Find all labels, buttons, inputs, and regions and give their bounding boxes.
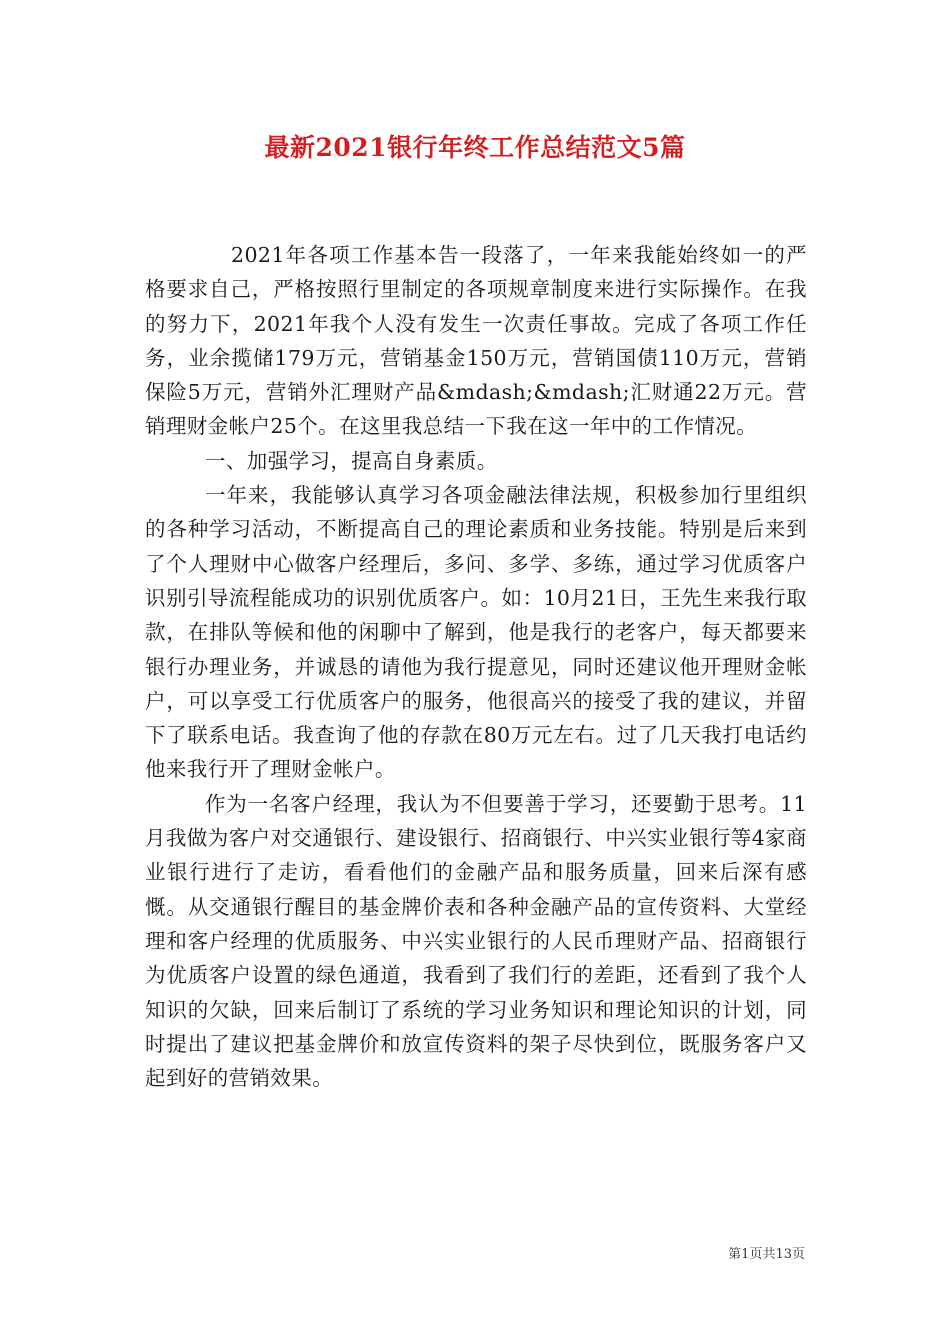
- paragraph-learning: 一年来，我能够认真学习各项金融法律法规，积极参加行里组织的各种学习活动，不断提高自己的理论素质和业务技能。特别是后来到了个人理财中心做客户经理后，多问、多学、多练，通过学习优质客户识别引导流程能成功的识别优质客户。如：10月21日，王先生来我行取款，在排队等候和他的闲聊中了解到，他是我行的老客户，每天都要来银行办理业务，并诚恳的请他为我行提意见，同时还建议他开理财金帐户，可以享受工行优质客户的服务，他很高兴的接受了我的建议，并留下了联系电话。我查询了他的存款在80万元左右。过了几天我打电话约他来我行开了理财金帐户。: [145, 483, 807, 782]
- paragraph-intro: 2021年各项工作基本告一段落了，一年来我能始终如一的严格要求自己，严格按照行里制定的各项规章制度来进行实际操作。在我的努力下，2021年我个人没有发生一次责任事故。完成了各项工作任务，业余揽储179万元，营销基金150万元，营销国债110万元，营销保险5万元，营销外汇理财产品&mdash;&mdash;汇财通22万元。营销理财金帐户25个。在这里我总结一下我在这一年中的工作情况。: [145, 243, 807, 439]
- document-body: [145, 238, 807, 1095]
- section-heading-1: 一、加强学习，提高自身素质。: [205, 448, 498, 473]
- page-number: 第1页共13页: [728, 1247, 805, 1262]
- paragraph-customer-manager: 作为一名客户经理，我认为不但要善于学习，还要勤于思考。11月我做为客户对交通银行、建设银行、招商银行、中兴实业银行等4家商业银行进行了走访，看看他们的金融产品和服务质量，回来后深有感慨。从交通银行醒目的基金牌价表和各种金融产品的宣传资料、大堂经理和客户经理的优质服务、中兴实业银行的人民币理财产品、招商银行为优质客户设置的绿色通道，我看到了我们行的差距，还看到了我个人知识的欠缺，回来后制订了系统的学习业务知识和理论知识的计划，同时提出了建议把基金牌价和放宣传资料的架子尽快到位，既服务客户又起到好的营销效果。: [145, 791, 807, 1091]
- document-title: 最新2021银行年终工作总结范文5篇: [264, 133, 686, 162]
